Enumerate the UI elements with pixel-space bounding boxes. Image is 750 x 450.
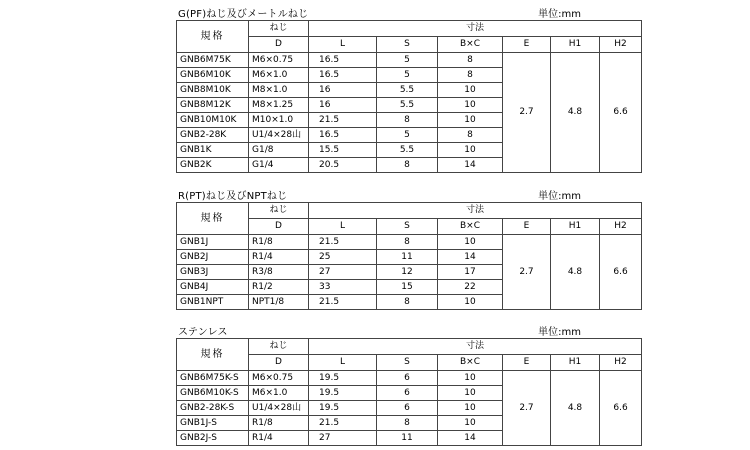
unit-label: 単位:mm [538,191,581,202]
cell-l: 16.5 [309,53,377,68]
cell-name: GNB10M10K [177,113,249,128]
cell-h2: 6.6 [600,235,642,310]
header-l: L [309,219,377,235]
section-title: ステンレス [178,327,228,338]
header-h2: H2 [600,37,642,53]
header-h1: H1 [551,37,600,53]
cell-l: 15.5 [309,143,377,158]
cell-bc: 10 [438,416,503,431]
cell-h1: 4.8 [551,235,600,310]
cell-l: 16 [309,98,377,113]
header-e: E [503,355,551,371]
cell-h1: 4.8 [551,53,600,173]
cell-name: GNB2-28K-S [177,401,249,416]
cell-name: GNB2J-S [177,431,249,446]
cell-name: GNB3J [177,265,249,280]
cell-d: M8×1.0 [249,83,309,98]
cell-bc: 10 [438,235,503,250]
cell-name: GNB1NPT [177,295,249,310]
cell-s: 8 [377,158,438,173]
cell-d: U1/4×28山 [249,401,309,416]
unit-label: 単位:mm [538,9,581,20]
table-row [177,53,642,68]
cell-l: 16.5 [309,128,377,143]
header-kikaku: 規格 [177,339,249,371]
cell-s: 6 [377,386,438,401]
section-header [176,185,581,202]
cell-bc: 17 [438,265,503,280]
cell-l: 16.5 [309,68,377,83]
cell-bc: 10 [438,98,503,113]
cell-s: 12 [377,265,438,280]
cell-h1: 4.8 [551,371,600,446]
cell-name: GNB2-28K [177,128,249,143]
cell-bc: 10 [438,371,503,386]
header-l: L [309,355,377,371]
cell-s: 6 [377,401,438,416]
cell-bc: 10 [438,386,503,401]
cell-e: 2.7 [503,53,551,173]
cell-s: 5 [377,68,438,83]
cell-s: 8 [377,416,438,431]
table-row [177,371,642,386]
section-title: G(PF)ねじ及びメートルねじ [178,9,309,20]
cell-l: 21.5 [309,416,377,431]
cell-s: 5.5 [377,98,438,113]
header-bc: B×C [438,219,503,235]
header-neji: ねじ [249,339,309,355]
cell-l: 19.5 [309,386,377,401]
cell-bc: 10 [438,113,503,128]
cell-s: 5.5 [377,83,438,98]
cell-name: GNB8M12K [177,98,249,113]
section-stainless [176,321,628,446]
cell-name: GNB6M10K-S [177,386,249,401]
header-sunpo: 寸法 [309,21,642,37]
header-h1: H1 [551,219,600,235]
header-d: D [249,219,309,235]
cell-l: 19.5 [309,401,377,416]
header-bc: B×C [438,37,503,53]
header-h1: H1 [551,355,600,371]
section-r-pt [176,185,628,310]
cell-name: GNB8M10K [177,83,249,98]
cell-name: GNB1K [177,143,249,158]
cell-d: G1/8 [249,143,309,158]
header-d: D [249,355,309,371]
cell-bc: 14 [438,431,503,446]
cell-d: R1/8 [249,235,309,250]
section-title: R(PT)ねじ及びNPTねじ [178,191,288,202]
cell-d: R1/4 [249,250,309,265]
header-neji: ねじ [249,203,309,219]
cell-h2: 6.6 [600,371,642,446]
cell-d: G1/4 [249,158,309,173]
header-sunpo: 寸法 [309,203,642,219]
cell-name: GNB1J-S [177,416,249,431]
header-h2: H2 [600,219,642,235]
header-neji: ねじ [249,21,309,37]
spec-table [176,338,642,446]
cell-l: 21.5 [309,113,377,128]
header-row [177,21,642,37]
header-s: S [377,37,438,53]
cell-bc: 10 [438,143,503,158]
cell-s: 11 [377,250,438,265]
cell-bc: 14 [438,250,503,265]
cell-l: 25 [309,250,377,265]
cell-d: R1/4 [249,431,309,446]
header-bc: B×C [438,355,503,371]
cell-d: M6×0.75 [249,53,309,68]
cell-e: 2.7 [503,371,551,446]
cell-d: R3/8 [249,265,309,280]
cell-name: GNB6M75K [177,53,249,68]
cell-bc: 22 [438,280,503,295]
cell-name: GNB2K [177,158,249,173]
cell-bc: 10 [438,83,503,98]
cell-bc: 8 [438,128,503,143]
cell-l: 19.5 [309,371,377,386]
header-kikaku: 規格 [177,21,249,53]
cell-l: 21.5 [309,295,377,310]
cell-s: 5 [377,53,438,68]
header-kikaku: 規格 [177,203,249,235]
section-g-pf [176,3,628,173]
header-e: E [503,37,551,53]
cell-name: GNB6M10K [177,68,249,83]
cell-bc: 8 [438,68,503,83]
header-row [177,203,642,219]
cell-d: R1/2 [249,280,309,295]
cell-s: 11 [377,431,438,446]
unit-label: 単位:mm [538,327,581,338]
header-h2: H2 [600,355,642,371]
header-l: L [309,37,377,53]
cell-d: R1/8 [249,416,309,431]
cell-s: 8 [377,295,438,310]
cell-d: M8×1.25 [249,98,309,113]
cell-d: M10×1.0 [249,113,309,128]
cell-l: 27 [309,265,377,280]
cell-name: GNB2J [177,250,249,265]
spec-table [176,202,642,310]
cell-s: 6 [377,371,438,386]
cell-s: 15 [377,280,438,295]
header-sunpo: 寸法 [309,339,642,355]
header-e: E [503,219,551,235]
spec-table [176,20,642,173]
cell-name: GNB1J [177,235,249,250]
cell-h2: 6.6 [600,53,642,173]
header-s: S [377,355,438,371]
cell-d: M6×1.0 [249,68,309,83]
cell-s: 8 [377,235,438,250]
cell-l: 33 [309,280,377,295]
header-row [177,339,642,355]
cell-d: M6×1.0 [249,386,309,401]
cell-d: U1/4×28山 [249,128,309,143]
cell-s: 8 [377,113,438,128]
cell-d: NPT1/8 [249,295,309,310]
section-header [176,3,581,20]
cell-bc: 10 [438,401,503,416]
cell-l: 21.5 [309,235,377,250]
table-row [177,235,642,250]
cell-l: 20.5 [309,158,377,173]
cell-name: GNB6M75K-S [177,371,249,386]
cell-bc: 8 [438,53,503,68]
cell-name: GNB4J [177,280,249,295]
section-header [176,321,581,338]
cell-s: 5.5 [377,143,438,158]
header-s: S [377,219,438,235]
cell-bc: 14 [438,158,503,173]
header-d: D [249,37,309,53]
cell-bc: 10 [438,295,503,310]
cell-l: 27 [309,431,377,446]
cell-l: 16 [309,83,377,98]
cell-d: M6×0.75 [249,371,309,386]
cell-e: 2.7 [503,235,551,310]
cell-s: 5 [377,128,438,143]
